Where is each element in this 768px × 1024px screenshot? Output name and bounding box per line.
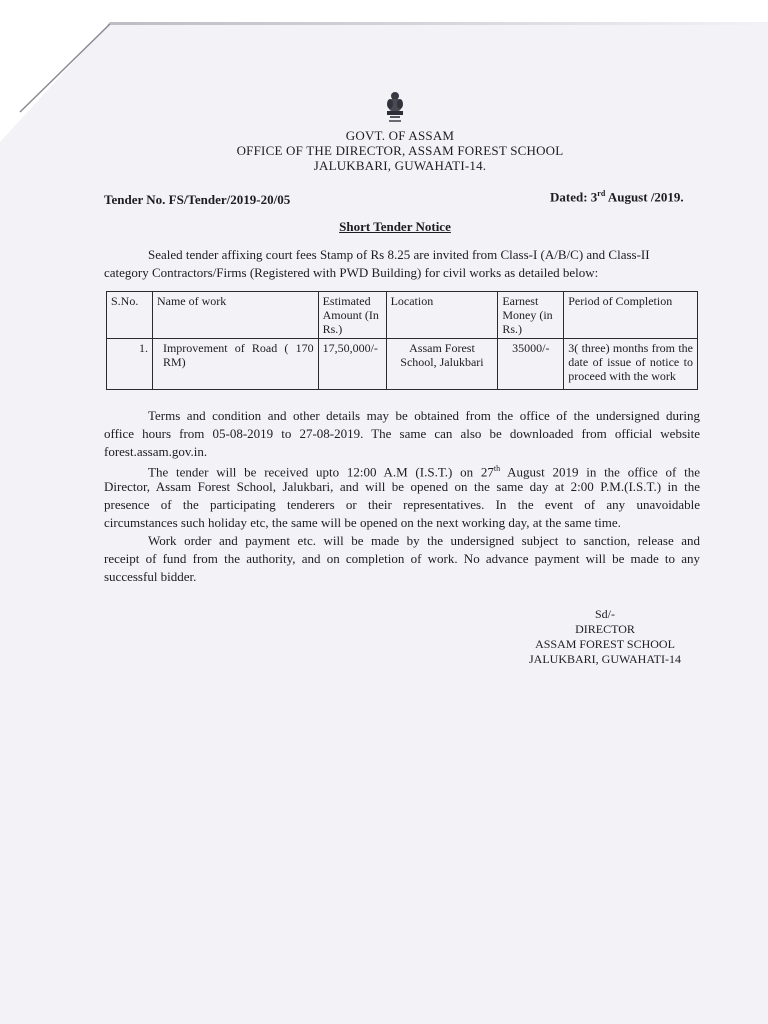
header-earnest-money: Earnest Money (in Rs.): [498, 292, 564, 339]
header-period: Period of Completion: [564, 292, 698, 339]
header-govt: GOVT. OF ASSAM: [345, 128, 455, 143]
signature-sd: Sd/-: [594, 607, 615, 621]
header-estimated-amount: Estimated Amount (In Rs.): [318, 292, 386, 339]
signature-office: ASSAM FOREST SCHOOL: [535, 637, 675, 651]
signature-designation: DIRECTOR: [575, 622, 635, 636]
cell-name-of-work: Improvement of Road ( 170 RM): [152, 339, 318, 390]
works-table: [106, 291, 698, 390]
header-name-of-work: Name of work: [152, 292, 318, 339]
notice-title: Short Tender Notice: [339, 219, 451, 234]
cell-period: 3( three) months from the date of issue of notice to proceed with the work: [564, 339, 698, 390]
intro-paragraph: Sealed tender affixing court fees Stamp of Rs 8.25 are invited from Class-I (A/B/C) and Class-II category Contractors/Firms (Registered with PWD Building) for civil works as detailed below:: [104, 247, 650, 280]
tender-number: Tender No. FS/Tender/2019-20/05: [104, 192, 291, 207]
cell-location: Assam Forest School, Jalukbari: [386, 339, 498, 390]
table-row: [107, 339, 698, 390]
header-sno: S.No.: [107, 292, 153, 339]
receipt-paragraph: The tender will be received upto 12:00 A.M (I.S.T.) on 27th August 2019 in the office of the Director, Assam Forest School, Jalukbari, and will be opened on the same day at 2:00 P.M.(I.S.T.) in the presence of the participating tenderers or their representatives. In the event of any unavoidable circumstances such holiday etc, the same will be opened on the next working day, at the same time.: [104, 464, 700, 530]
paper-top-edge: [60, 22, 768, 25]
signature-place: JALUKBARI, GUWAHATI-14: [529, 652, 681, 666]
header-location: Location: [386, 292, 498, 339]
cell-earnest-money: 35000/-: [498, 339, 564, 390]
tender-date: Dated: 3rd August /2019.: [550, 189, 684, 205]
terms-paragraph: Terms and condition and other details may be obtained from the office of the undersigned during office hours from 05-08-2019 to 27-08-2019. The same can also be downloaded from official website forest.assam.gov.in.: [104, 408, 700, 459]
cell-sno: 1.: [107, 339, 153, 390]
payment-paragraph: Work order and payment etc. will be made by the undersigned subject to sanction, release and receipt of fund from the authority, and on completion of work. No advance payment will be made to any successful bidder.: [104, 533, 700, 584]
table-header-row: [107, 292, 698, 339]
state-emblem-icon: [383, 90, 407, 126]
cell-estimated-amount: 17,50,000/-: [318, 339, 386, 390]
header-office: OFFICE OF THE DIRECTOR, ASSAM FOREST SCHOOL: [236, 143, 564, 158]
header-address: JALUKBARI, GUWAHATI-14.: [313, 158, 487, 173]
